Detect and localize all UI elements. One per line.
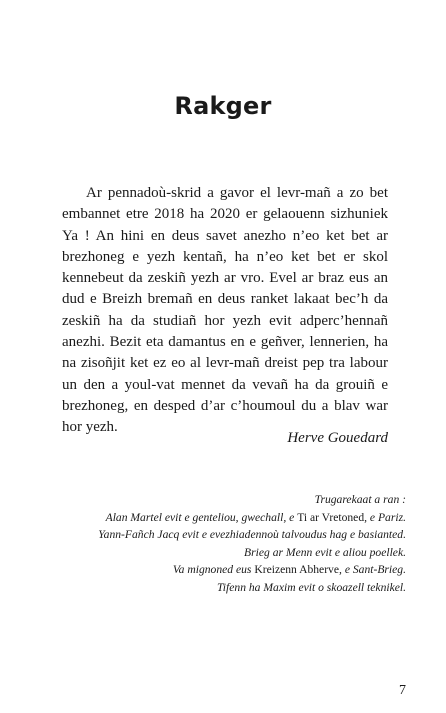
acknowledgements	[26, 491, 406, 597]
acknowledgement-line: Tifenn ha Maxim evit o skoazell teknikel.	[217, 580, 406, 594]
acknowledgements-heading: Trugarekaat a ran :	[314, 493, 406, 506]
author-signature: Herve Gouedard	[287, 430, 388, 446]
acknowledgement-line: Alan Martel evit e genteliou, gwechall, e Ti ar Vretoned, e Pariz.	[105, 510, 406, 524]
page-number: 7	[399, 683, 406, 698]
acknowledgement-line: Va mignoned eus Kreizenn Abherve, e Sant-Brieg.	[172, 563, 406, 577]
acknowledgement-line: Yann-Fañch Jacq evit e evezhiadennoù talvoudus hag e basianted.	[98, 528, 406, 542]
preface-paragraph: Ar pennadoù-skrid a gavor el levr-mañ a zo bet embannet etre 2018 ha 2020 er gelaouenn sizhuniek Ya ! An hini en deus savet anezho n’eo ket bet ar brezhoneg e yezh kentañ, ha n’eo ket bet er skol kennebeut da zeskiñ yezh ar vro. Evel ar braz eus an dud e Breizh bremañ en deus ranket lakaat bec’h da zeskiñ ha da studiañ hor yezh evit adperc’hennañ anezhi. Bezit eta damantus en e geñver, lennerien, ha na zisoñjit ket ez eo al levr-mañ dreist pep tra labour un den a youl-vat mennet da vevañ ha da grouiñ e brezhoneg, en desped d’ar c’houmoul du a blav war hor yezh.	[62, 185, 388, 436]
acknowledgement-line: Brieg ar Menn evit e aliou poellek.	[244, 545, 406, 559]
page-title: Rakger	[174, 92, 272, 120]
